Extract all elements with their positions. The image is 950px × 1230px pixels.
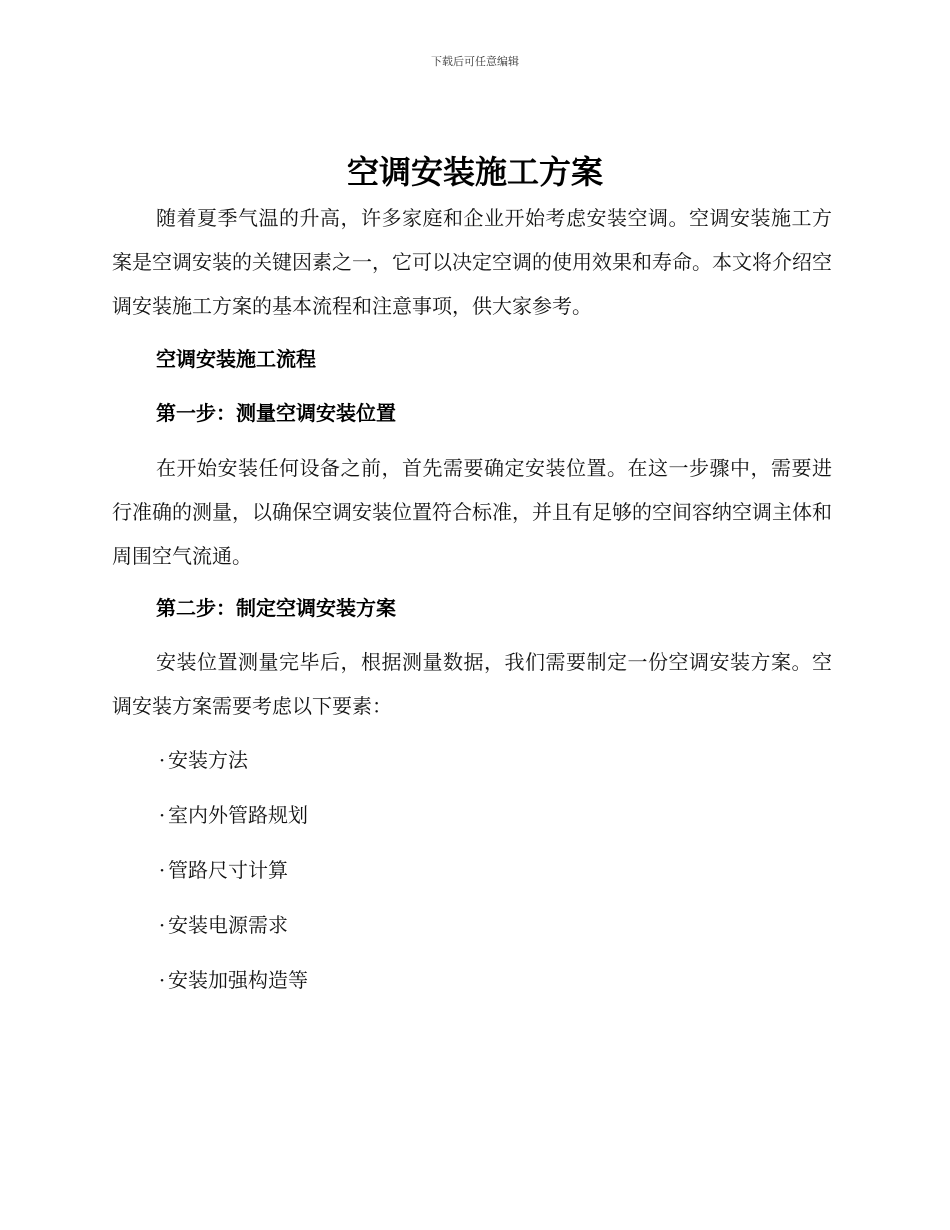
list-item-text: 管路尺寸计算 [168,858,288,882]
step1-paragraph: 在开始安装任何设备之前，首先需要确定安装位置。在这一步骤中，需要进行准确的测量，以确保空调安装位置符合标准，并且有足够的空间容纳空调主体和周围空气流通。 [112,456,832,568]
bullet-dot: · [158,913,166,937]
bullet-dot: · [158,858,166,882]
list-item [156,855,288,885]
list-item-text: 安装电源需求 [168,913,288,937]
list-item-text: 安装加强构造等 [168,968,308,992]
step2-heading: 第二步：制定空调安装方案 [156,596,396,620]
bullet-dot: · [158,968,166,992]
list-item [156,965,308,995]
intro-paragraph: 随着夏季气温的升高，许多家庭和企业开始考虑安装空调。空调安装施工方案是空调安装的关键因素之一，它可以决定空调的使用效果和寿命。本文将介绍空调安装施工方案的基本流程和注意事项，供大家参考。 [112,206,832,318]
step1-heading: 第一步：测量空调安装位置 [156,401,396,425]
list-item-text: 安装方法 [168,748,248,772]
bullet-dot: · [158,748,166,772]
bullet-dot: · [158,803,166,827]
list-item-text: 室内外管路规划 [168,803,308,827]
step2-paragraph: 安装位置测量完毕后，根据测量数据，我们需要制定一份空调安装方案。空调安装方案需要考虑以下要素： [112,650,832,718]
document-title: 空调安装施工方案 [346,153,603,191]
list-item [156,910,288,940]
header-note: 下载后可任意编辑 [431,55,519,68]
list-item [156,745,248,775]
list-item [156,800,308,830]
section-heading: 空调安装施工流程 [156,347,316,371]
